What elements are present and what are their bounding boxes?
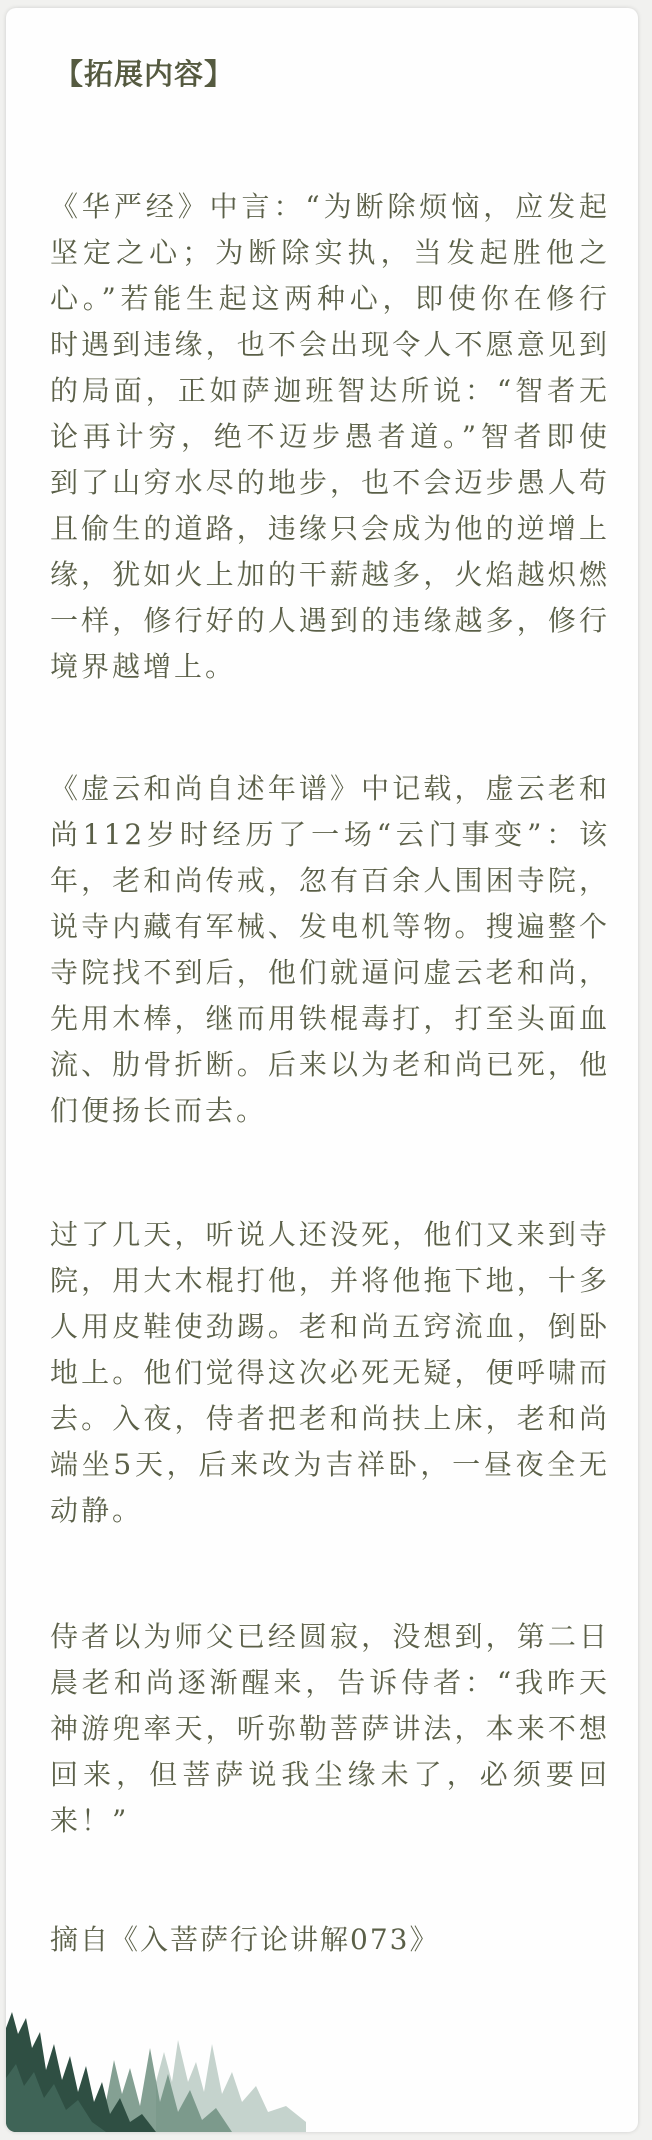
section-heading: 【拓展内容】 [54,57,235,91]
forest-silhouette-icon [6,1982,306,2132]
article-card [6,8,638,2132]
source-citation: 摘自《入菩萨行论讲解073》 [50,1923,440,1956]
paragraph-attendant: 侍者以为师父已经圆寂，没想到，第二日晨老和尚逐渐醒来，告诉侍者：“我昨天神游兜率天，听弥勒菩萨讲法，本来不想回来，但菩萨说我尘缘未了，必须要回来！” [50,1620,610,1837]
paragraph-xuyun-record: 《虚云和尚自述年谱》中记载，虚云老和尚112岁时经历了一场“云门事变”：该年，老和尚传戒，忽有百余人围困寺院，说寺内藏有军械、发电机等物。搜遍整个寺院找不到后，他们就逼问虚云老和尚，先用木棒，继而用铁棍毒打，打至头面血流、肋骨折断。后来以为老和尚已死，他们便扬长而去。 [50,772,610,1127]
paragraph-huayan: 《华严经》中言：“为断除烦恼，应发起坚定之心；为断除实执，当发起胜他之心。”若能生起这两种心，即使你在修行时遇到违缘，也不会出现令人不愿意见到的局面，正如萨迦班智达所说：“智者无论再计穷，绝不迈步愚者道。”智者即使到了山穷水尽的地步，也不会迈步愚人苟且偷生的道路，违缘只会成为他的逆增上缘，犹如火上加的干薪越多，火焰越炽燃一样，修行好的人遇到的违缘越多，修行境界越增上。 [50,190,610,683]
paragraph-days-later: 过了几天，听说人还没死，他们又来到寺院，用大木棍打他，并将他拖下地，十多人用皮鞋使劲踢。老和尚五窍流血，倒卧地上。他们觉得这次必死无疑，便呼啸而去。入夜，侍者把老和尚扶上床，老和尚端坐5天，后来改为吉祥卧，一昼夜全无动静。 [50,1218,610,1527]
